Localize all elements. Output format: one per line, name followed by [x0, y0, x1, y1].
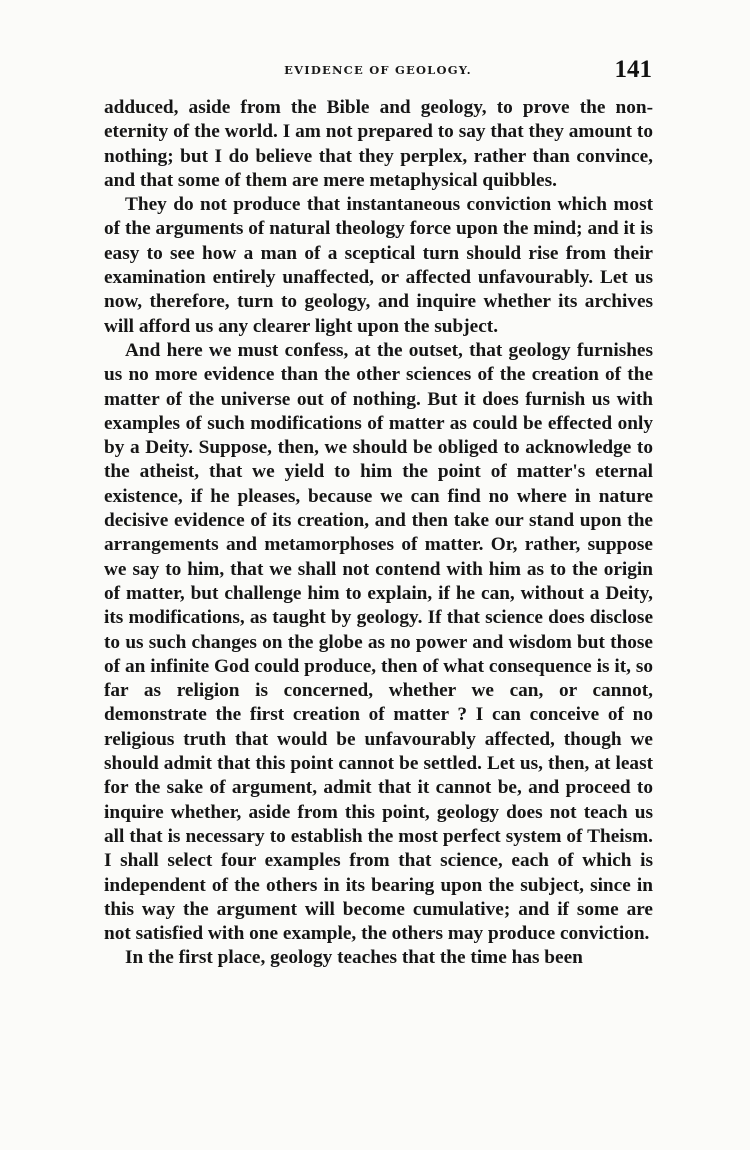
running-title: EVIDENCE OF GEOLOGY.	[284, 63, 472, 77]
paragraph-continuation: adduced, aside from the Bible and geology, to prove the non-eternity of the world. I am not prepared to say that they amount to nothing; but I do believe that they perplex, rather than convince, and that some of them are mere metaphysical quibbles.	[104, 97, 653, 191]
paragraph: And here we must confess, at the outset, that geology furnishes us no more evidence than the other sciences of the creation of the matter of the universe out of nothing. But it does furnish us with examples of such modifications of matter as could be effected only by a Deity. Suppose, then, we should be obliged to acknowledge to the atheist, that we yield to him the point of matter's eternal existence, if he pleases, because we can find no where in nature decisive evidence of its creation, and then take our stand upon the arrangements and metamorphoses of matter. Or, rather, suppose we say to him, that we shall not contend with him as to the origin of matter, but challenge him to explain, if he can, without a Deity, its modifications, as taught by geology. If that science does disclose to us such changes on the globe as no power and wisdom but those of an infinite God could produce, then of what consequence is it, so far as religion is concerned, whether we can, or cannot, demonstrate the first creation of matter ? I can conceive of no religious truth that would be unfavourably affected, though we should admit that this point cannot be settled. Let us, then, at least for the sake of argument, admit that it cannot be, and proceed to inquire whether, aside from this point, geology does not teach us all that is necessary to establish the most perfect system of Theism. I shall select four examples from that science, each of which is independent of the others in its bearing upon the subject, since in this way the argument will become cumulative; and if some are not satisfied with one example, the others may produce conviction.	[104, 339, 653, 945]
page-number: 141	[614, 56, 652, 83]
paragraph: They do not produce that instantaneous conviction which most of the arguments of natural theology force upon the mind; and it is easy to see how a man of a sceptical turn should rise from their examination entirely unaffected, or affected unfavourably. Let us now, therefore, turn to geology, and inquire whether its archives will afford us any clearer light upon the subject.	[104, 194, 653, 337]
body-text	[104, 96, 653, 971]
running-head	[104, 57, 652, 87]
paragraph: In the first place, geology teaches that the time has been	[125, 947, 583, 969]
